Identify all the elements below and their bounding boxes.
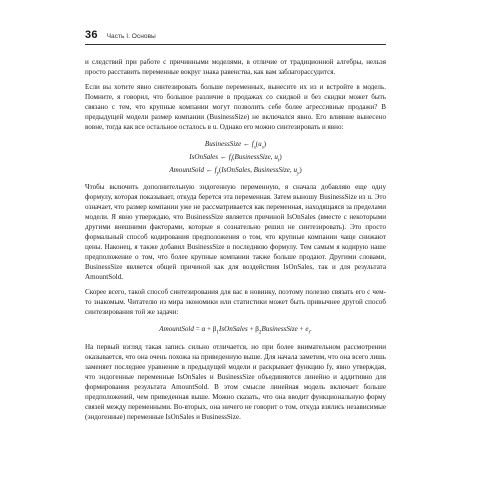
equation-linear-model: AmountSold = $\alpha + \beta_1IsOnSales$ + $\beta_2BusinessSize + e_i$. xyxy=(159,325,312,336)
part-title: Часть I. Основы xyxy=(106,33,156,40)
paragraph: Скорее всего, такой способ синтезирования для вас в новинку, поэтому полезно связать его с чем-то знакомым. Читателю из мира экономики или статистики может быть привычнее другой способ синтезирования той же задачи: xyxy=(85,287,386,317)
equation-amount-sold: AmountSold ← $f_y(IsOnSales$, BusinessSize, $u_y$) xyxy=(169,165,302,177)
paragraph: и следствий при работе с причинными моделями, в отличие от традиционной алгебры, нельзя просто расставить переменные вокруг знака равенства, как вам заблагорассудится. xyxy=(85,58,386,77)
equation-is-on-sales: IsOnSales ← $f_t(BusinessSize$, $u_t$) xyxy=(189,152,282,164)
header-rule xyxy=(85,44,386,45)
equation-block xyxy=(85,139,386,175)
page-header xyxy=(85,29,156,41)
paragraph: Чтобы включить дополнительную эндогенную переменную, я сначала добавляю еще одну формулу, которая показывает, откуда берется эта переменная. Затем выношу BusinessSize из u. Это означает, что размер компании уже не рассматривается как переменная, находящаяся за пределами модели. Я явно утверждаю, что BusinessSize является причиной IsOnSales (вместе с некоторыми другими внешними факторами, которые я сознательно решил не синтезировать). Это просто формальный способ кодирования предположения о том, что крупные компании чаще снижают цены. Наконец, я также добавил BusinessSize в последнюю формулу. Тем самым я кодирую наше предположение о том, что более крупные компании также больше продают. Другими словами, BusinessSize является общей причиной как для воздействия IsOnSales, так и для результата AmountSold. xyxy=(85,182,386,282)
equation-business-size: BusinessSize ← $f_s(u_s)$ xyxy=(204,139,267,151)
page-number: 36 xyxy=(85,29,98,41)
paragraph: На первый взгляд такая запись сильно отличается, но при более внимательном рассмотрении оказывается, что она очень похожа на приведенную выше. Для начала заметим, что она всего лишь заменяет последнее уравнение в предыдущей модели и раскрывает функцию fy, явно утверждая, что эндогенные переменные IsOnSales и BusinessSize объединяются линейно и аддитивно для формирования результата AmountSold. В этом смысле линейная модель включает больше предположений, чем приведенная выше. Можно сказать, что она вводит функциональную форму связей между переменными. Во-вторых, она ничего не говорит о том, откуда взялись независимые (эндогенные) переменные IsOnSales и BusinessSize. xyxy=(85,343,386,422)
paragraph: Если вы хотите явно синтезировать больше переменных, вынесите их из и встройте в модель. Помните, я говорил, что большое различие в продажах со скидкой и без скидки может быть связано с тем, что крупные компании могут позволить себе более агрессивные продажи? В предыдущей модели размер компании (BusinessSize) не включался явно. Его влияние вынесено вовне, тогда как все остальное осталось в u. Однако его можно синтезировать и явно: xyxy=(85,82,386,131)
page-body xyxy=(85,57,386,423)
